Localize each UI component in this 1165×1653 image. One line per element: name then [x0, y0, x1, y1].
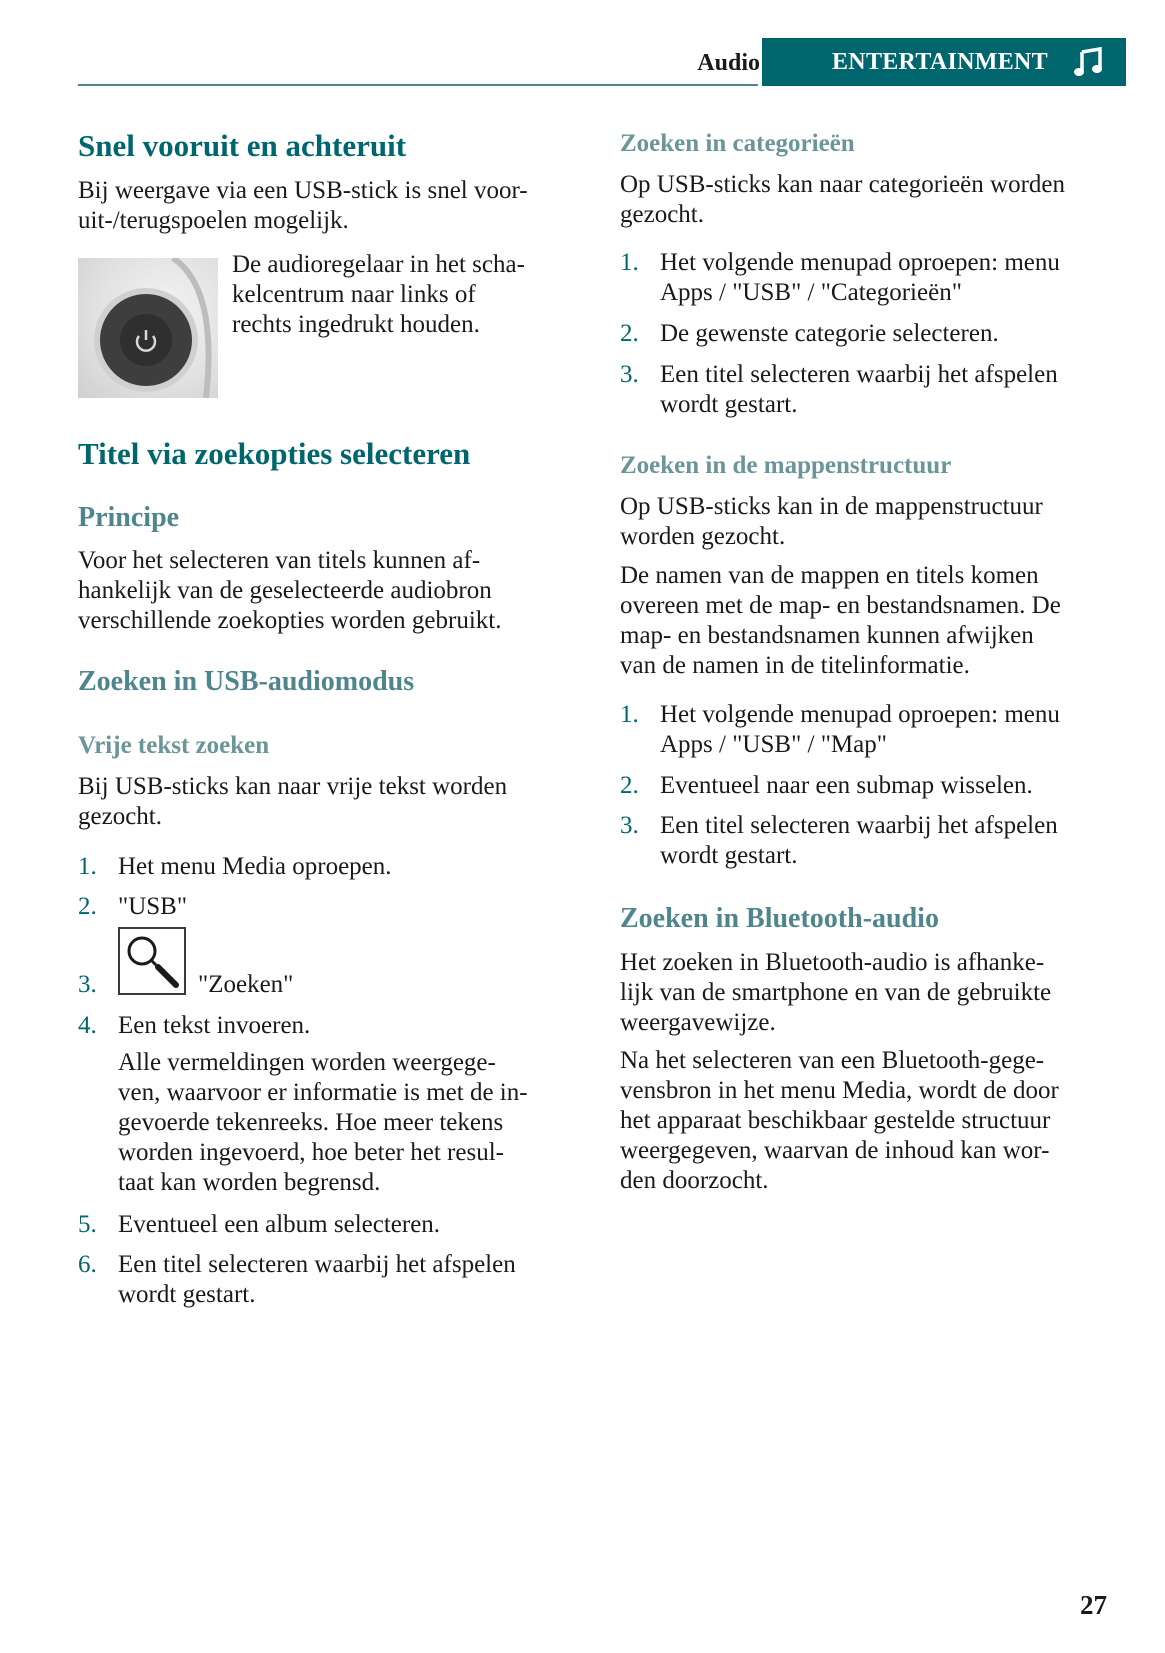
fast-forward-intro: Bij weergave via een USB-stick is snel voor- uit-/terugspoelen mogelijk.: [78, 177, 528, 234]
free-text-step-4-note: Alle vermeldingen worden weergege- ven, waarvoor er informatie is met de in- gevoerde tekenreeks. Hoe meer tekens worden ingevoerd, hoe beter het resul- taat kan worden begrensd.: [118, 1049, 528, 1196]
search-magnifier-icon: [118, 927, 186, 995]
principle-text: Voor het selecteren van titels kunnen af- hankelijk van de geselecteerde audiobron verschillende zoekopties worden gebruikt.: [78, 547, 502, 634]
bluetooth-note: Na het selecteren van een Bluetooth-gege- vensbron in het menu Media, wordt de door het apparaat beschikbaar gestelde structuur weergegeven, waarvan de inhoud kan wor- den doorzocht.: [620, 1047, 1059, 1194]
categories-intro: Op USB-sticks kan naar categorieën worden gezocht.: [620, 171, 1065, 228]
section-title: Audio: [697, 50, 760, 76]
fast-forward-instruction: De audioregelaar in het scha- kelcentrum naar links of rechts ingedrukt houden.: [232, 251, 525, 338]
chapter-title: ENTERTAINMENT: [832, 48, 1048, 75]
folders-note: De namen van de mappen en titels komen overeen met de map- en bestandsnamen. De map- en bestandsnamen kunnen afwijken van de namen in de titelinformatie.: [620, 562, 1061, 679]
chapter-banner: [762, 38, 1126, 86]
page-number: 27: [1080, 1590, 1107, 1620]
heading-categories: Zoeken in categorieën: [620, 130, 855, 157]
heading-fast-forward: Snel vooruit en achteruit: [78, 128, 407, 163]
heading-usb-mode: Zoeken in USB-audiomodus: [78, 666, 415, 697]
header-rule: [78, 84, 758, 86]
bluetooth-intro: Het zoeken in Bluetooth-audio is afhanke- lijk van de smartphone en van de gebruikte weergavewijze.: [620, 949, 1052, 1036]
heading-search-options: Titel via zoekopties selecteren: [78, 436, 471, 471]
heading-folders: Zoeken in de mappenstructuur: [620, 452, 952, 479]
free-text-intro: Bij USB-sticks kan naar vrije tekst worden gezocht.: [78, 773, 508, 830]
folders-intro: Op USB-sticks kan in de mappenstructuur worden gezocht.: [620, 493, 1043, 550]
heading-principle: Principe: [78, 502, 180, 533]
audio-controller-knob-icon: [78, 258, 218, 398]
heading-free-text: Vrije tekst zoeken: [78, 732, 270, 759]
music-note-icon: [1072, 46, 1104, 78]
heading-bluetooth: Zoeken in Bluetooth-audio: [620, 903, 939, 934]
